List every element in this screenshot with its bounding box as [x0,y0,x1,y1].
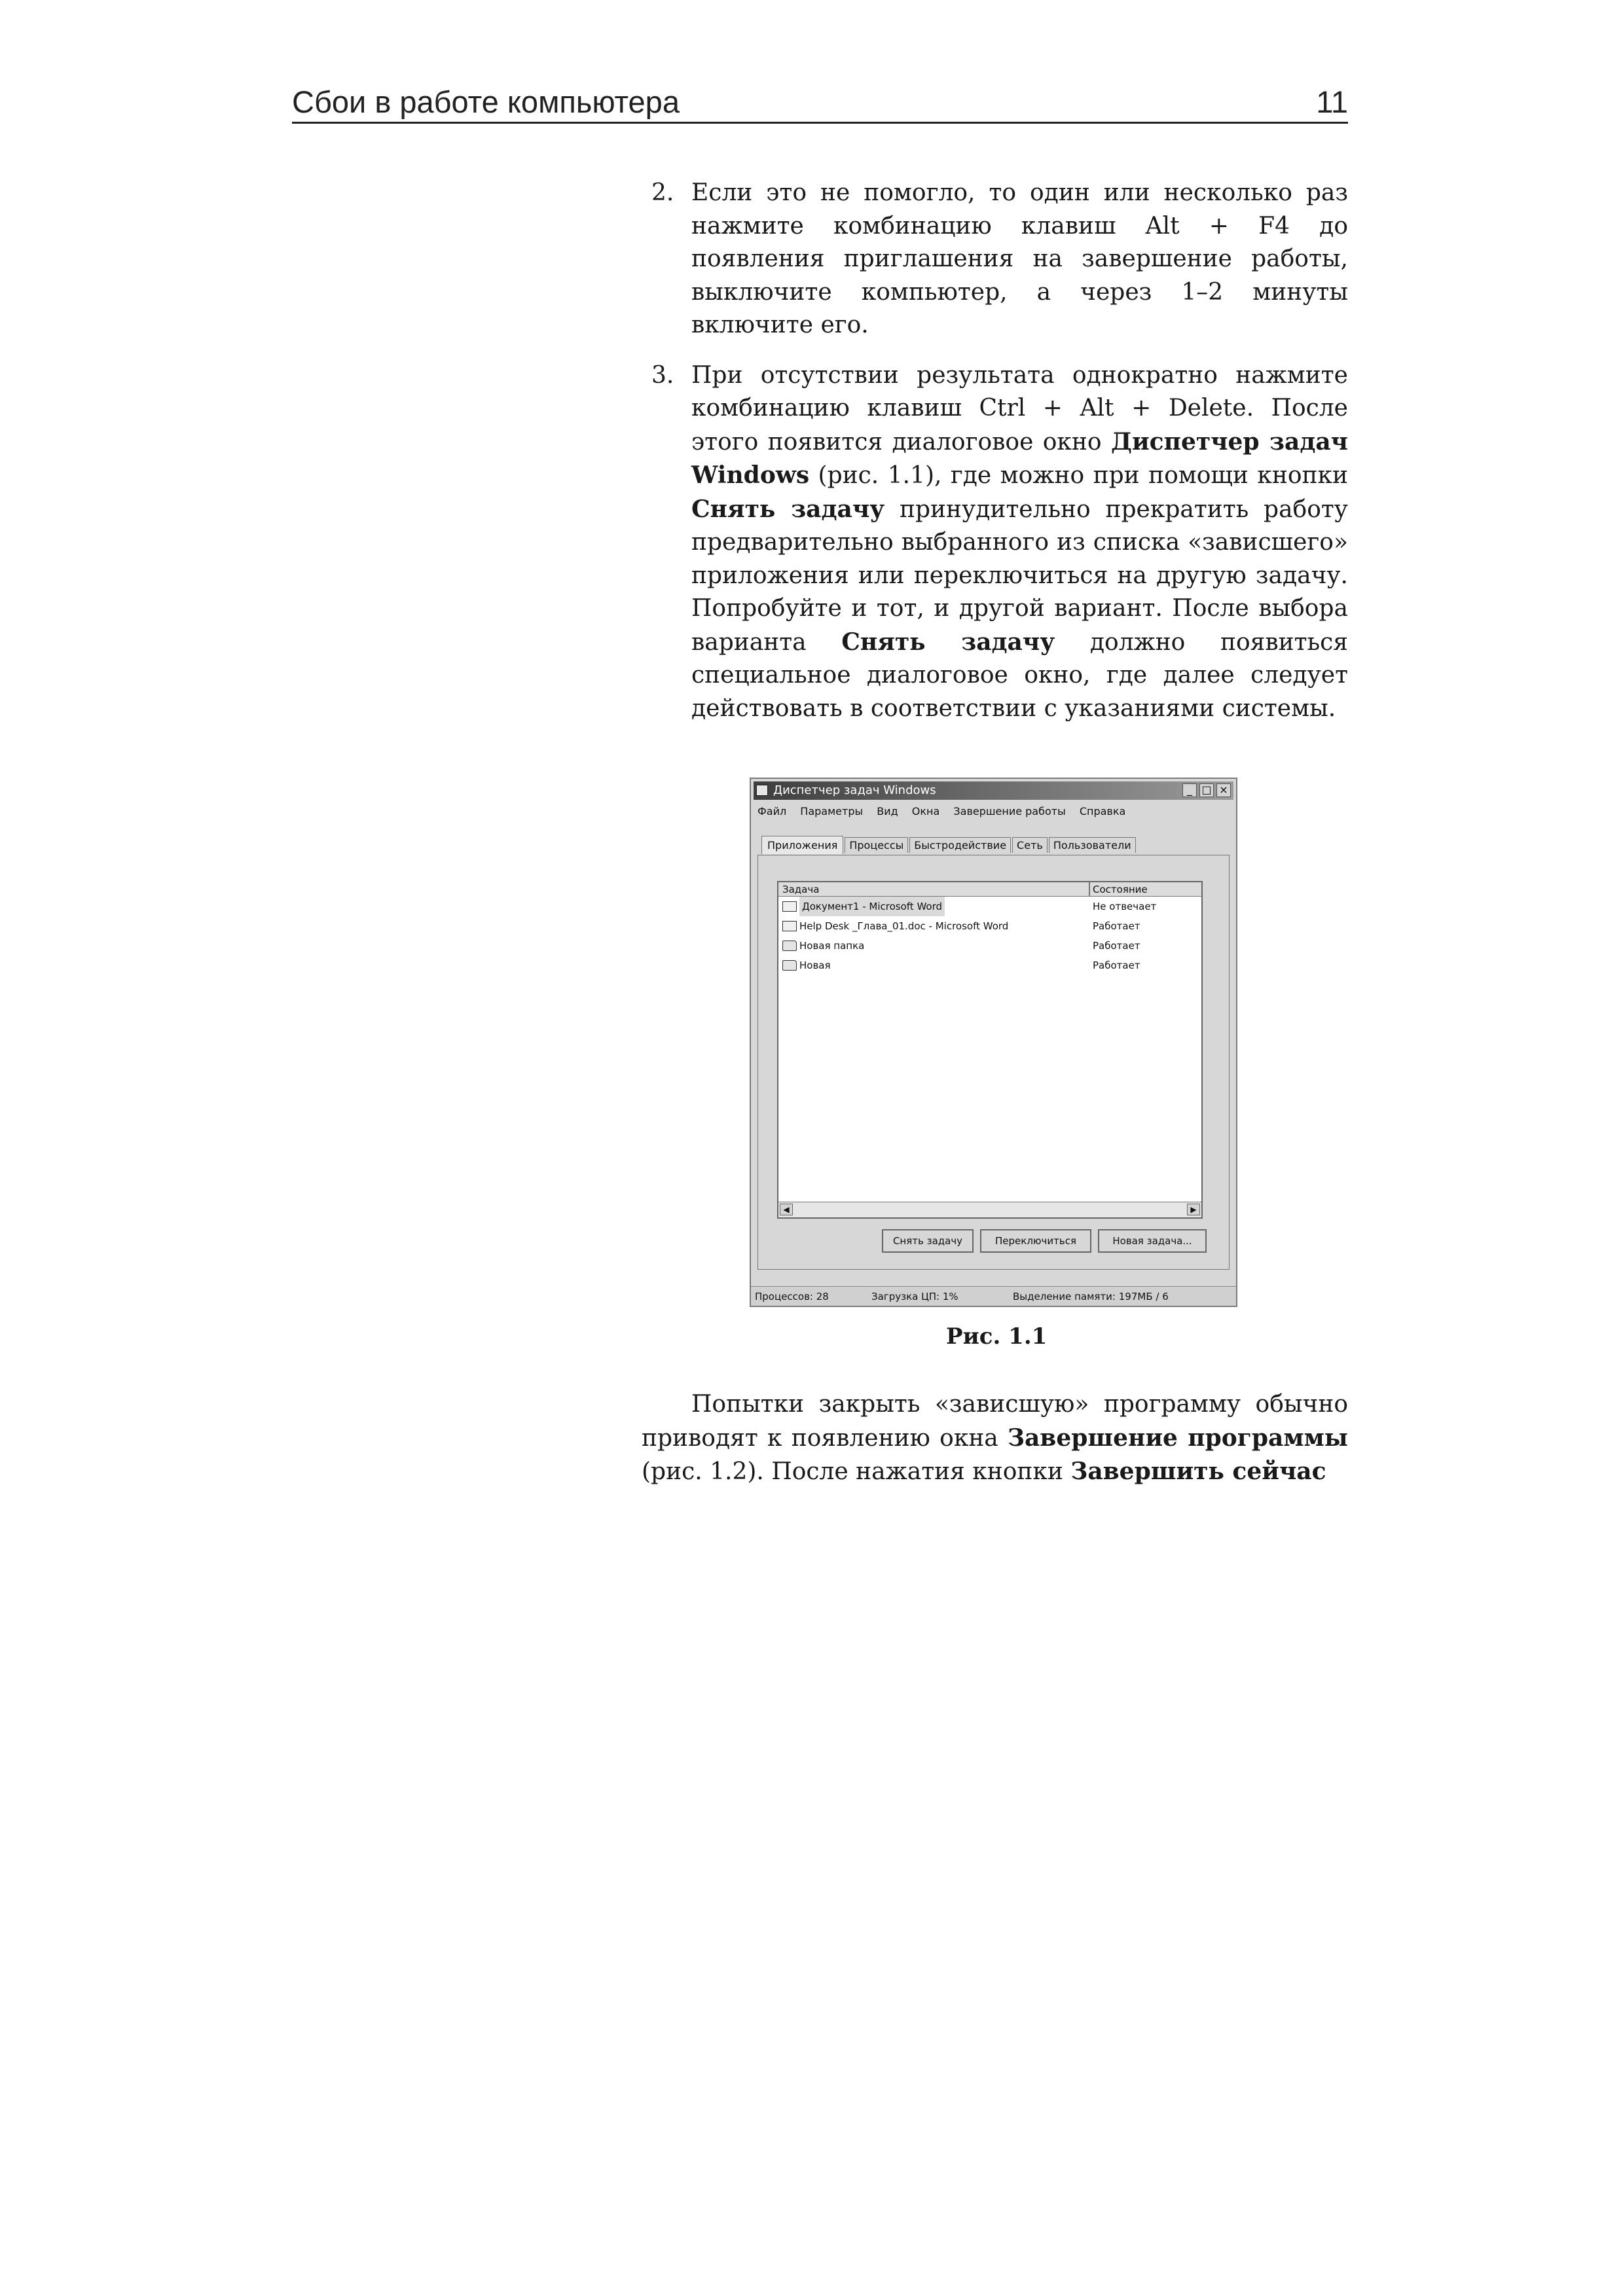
bold-term-end-task: Снять задачу [691,495,885,523]
column-divider[interactable] [1089,882,1090,897]
bold-term-end-now: Завершить сейчас [1070,1458,1326,1485]
column-header-status[interactable]: Состояние [1093,884,1148,895]
bold-term-end-task: Снять задачу [841,628,1055,656]
text-run: (рис. 1.1), где можно при помощи кнопки [809,462,1348,489]
status-cpu: Загрузка ЦП: 1% [871,1291,958,1302]
menu-help[interactable]: Справка [1079,805,1126,817]
task-row[interactable] [778,916,1201,936]
window-titlebar[interactable] [754,781,1233,800]
page-number: 11 [1316,84,1348,119]
menu-windows[interactable]: Окна [911,805,940,817]
numbered-list [642,177,1348,725]
task-status: Работает [1093,960,1140,971]
menu-view[interactable]: Вид [877,805,898,817]
word-doc-icon [782,921,797,931]
tab-applications[interactable]: Приложения [761,836,843,854]
task-list[interactable] [777,881,1203,1219]
task-manager-app-icon [756,785,768,796]
list-item-number: 2. [651,179,674,206]
maximize-button[interactable]: □ [1199,783,1214,797]
column-header-task[interactable]: Задача [782,884,820,895]
menu-bar [757,805,1136,817]
task-name: Документ1 - Microsoft Word [799,897,945,916]
list-item-number: 3. [651,361,674,389]
scroll-right-icon[interactable]: ▶ [1187,1204,1200,1215]
task-row[interactable] [778,956,1201,975]
folder-icon [782,960,797,971]
task-status: Не отвечает [1093,901,1157,912]
figure-caption: Рис. 1.1 [946,1323,1048,1350]
status-memory: Выделение памяти: 197МБ / 6 [1013,1291,1169,1302]
word-doc-icon [782,901,797,912]
task-row[interactable] [778,897,1201,916]
end-task-button[interactable]: Снять задачу [882,1229,974,1253]
folder-icon [782,941,797,951]
horizontal-scrollbar[interactable] [778,1202,1201,1217]
task-name: Help Desk _Глава_01.doc - Microsoft Word [799,920,1009,932]
task-name: Новая папка [799,940,865,952]
list-header [778,882,1201,897]
header-rule [292,122,1348,124]
tab-strip [761,836,1137,854]
bold-term-program-shutdown: Завершение программы [1008,1424,1348,1452]
menu-options[interactable]: Параметры [800,805,864,817]
paragraph-text [642,1388,1348,1489]
running-header-title: Сбои в работе компьютера [292,84,680,119]
text-run: При отсутствии результата однократно нажмите комбинацию клавиш Ctrl + Alt + Delete. После этого появится диалоговое окно [691,361,1348,456]
text-run: принудительно прекратить работу предварительно выбранного из списка «зависшего» приложения или переключиться на другую задачу. Попробуйте и тот, и другой вариант. После выбора варианта [691,495,1348,656]
switch-to-button[interactable]: Переключиться [980,1229,1091,1253]
new-task-button[interactable]: Новая задача... [1098,1229,1207,1253]
tab-processes[interactable]: Процессы [845,837,908,853]
task-name: Новая [799,960,831,971]
list-item-text: Если это не помогло, то один или несколько раз нажмите комбинацию клавиш Alt + F4 до появления приглашения на завершение работы, выключите компьютер, а через 1–2 минуты включите его. [691,179,1348,338]
tab-users[interactable]: Пользователи [1049,837,1136,853]
tab-network[interactable]: Сеть [1012,837,1048,853]
tab-performance[interactable]: Быстродействие [909,837,1011,853]
text-run: (рис. 1.2). После нажатия кнопки [642,1458,1071,1485]
list-item-3 [642,359,1348,726]
menu-shutdown[interactable]: Завершение работы [953,805,1066,817]
list-item-2 [642,177,1348,342]
task-manager-window [750,778,1237,1307]
bold-term-task-manager: Диспетчер задач Windows [691,427,1349,489]
task-status: Работает [1093,920,1140,932]
menu-file[interactable]: Файл [757,805,787,817]
list-item-text [691,359,1348,726]
text-run: Попытки закрыть «зависшую» программу обычно приводят к появлению окна [642,1391,1348,1452]
status-processes: Процессов: 28 [755,1291,829,1302]
task-row[interactable] [778,936,1201,956]
task-status: Работает [1093,940,1140,952]
body-paragraph [642,1388,1348,1489]
scroll-left-icon[interactable]: ◀ [780,1204,793,1215]
close-button[interactable]: × [1216,783,1231,797]
minimize-button[interactable]: _ [1182,783,1197,797]
text-run: должно появиться специальное диалоговое окно, где далее следует действовать в соответствии с указаниями системы. [691,628,1348,722]
status-bar [751,1286,1236,1306]
window-title: Диспетчер задач Windows [773,783,936,797]
